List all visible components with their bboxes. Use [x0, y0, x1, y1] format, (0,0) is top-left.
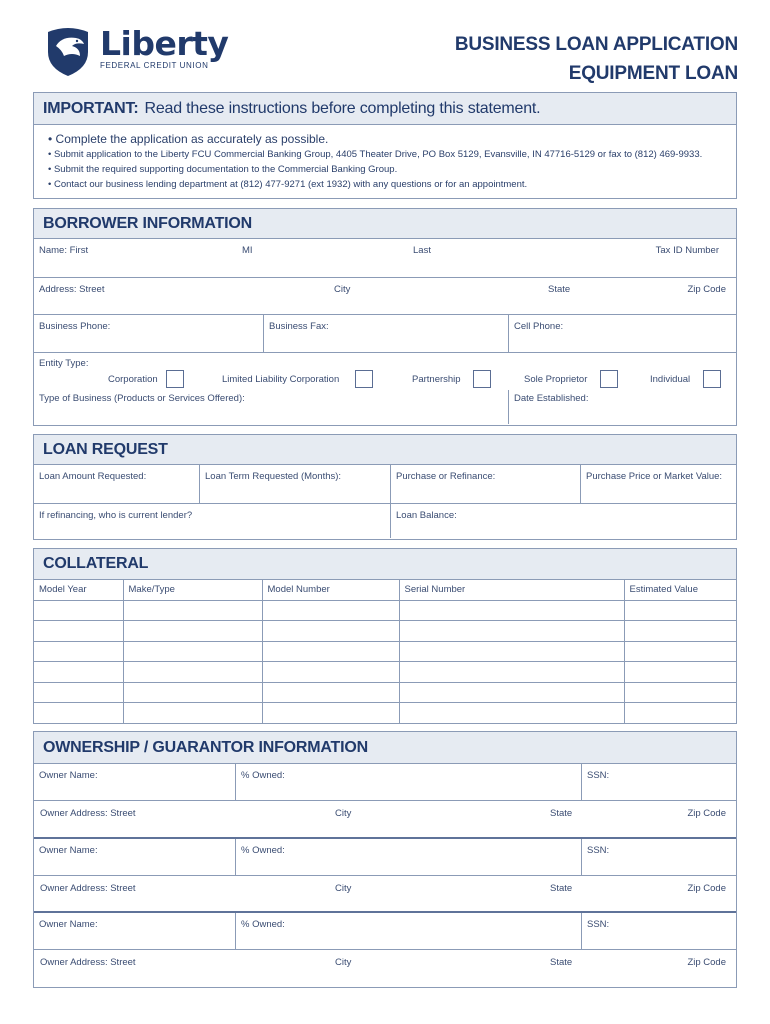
collateral-section: [33, 548, 737, 724]
owner-block-3: [34, 913, 736, 987]
first-name-label: Name: First: [39, 245, 89, 256]
table-cell[interactable]: [399, 621, 624, 642]
corporation-checkbox[interactable]: [166, 370, 184, 388]
table-cell[interactable]: [399, 641, 624, 662]
type-of-business-label: Type of Business (Products or Services Offered):: [39, 393, 245, 404]
table-row: [34, 641, 736, 662]
owner-name-row: [34, 839, 736, 876]
important-label: IMPORTANT:: [43, 99, 139, 117]
business-phone-label: Business Phone:: [39, 321, 111, 332]
table-cell[interactable]: [399, 662, 624, 683]
owner-state-label: State: [550, 957, 573, 968]
table-cell[interactable]: [123, 621, 262, 642]
entity-corporation[interactable]: [108, 370, 184, 388]
owner-zip-label: Zip Code: [687, 957, 726, 968]
owner-zip-label: Zip Code: [687, 883, 726, 894]
important-header: [34, 93, 736, 125]
table-cell[interactable]: [262, 600, 399, 621]
loan-amount-field[interactable]: [34, 465, 200, 503]
ssn-field[interactable]: [582, 764, 736, 800]
table-cell[interactable]: [262, 641, 399, 662]
table-cell[interactable]: [624, 600, 736, 621]
table-cell[interactable]: [624, 621, 736, 642]
column-header: Make/Type: [123, 580, 262, 600]
percent-owned-field[interactable]: [236, 913, 582, 949]
instruction-item: • Submit the required supporting documentation to the Commercial Banking Group.: [48, 164, 398, 175]
table-cell[interactable]: [123, 641, 262, 662]
instruction-item: • Submit application to the Liberty FCU Commercial Banking Group, 4405 Theater Drive, PO Box 5129, Evansville, IN 47716-5129 or fax to (812) 469-9933.: [48, 149, 703, 160]
borrower-header: BORROWER INFORMATION: [34, 209, 736, 239]
entity-label: Partnership: [412, 373, 461, 385]
owner-city-label: City: [335, 883, 352, 894]
cell-phone-label: Cell Phone:: [514, 321, 564, 332]
loan-header: LOAN REQUEST: [34, 435, 736, 465]
entity-label: Individual: [650, 373, 691, 385]
table-row: [34, 682, 736, 703]
table-cell[interactable]: [262, 662, 399, 683]
tax-id-label: Tax ID Number: [655, 245, 719, 256]
table-cell[interactable]: [34, 621, 123, 642]
last-name-label: Last: [413, 245, 431, 256]
table-cell[interactable]: [123, 682, 262, 703]
owner-name-row: [34, 913, 736, 950]
individual-checkbox[interactable]: [703, 370, 721, 388]
table-cell[interactable]: [262, 682, 399, 703]
table-cell[interactable]: [123, 600, 262, 621]
owner-address-row[interactable]: [34, 876, 736, 911]
owner-state-label: State: [550, 883, 573, 894]
owner-name-label: Owner Name:: [39, 770, 98, 781]
table-cell[interactable]: [624, 641, 736, 662]
business-fax-label: Business Fax:: [269, 321, 329, 332]
table-cell[interactable]: [399, 682, 624, 703]
table-cell[interactable]: [399, 600, 624, 621]
borrower-phone-row: [34, 315, 736, 353]
owner-state-label: State: [550, 808, 573, 819]
date-established-label: Date Established:: [514, 393, 589, 404]
owner-zip-label: Zip Code: [687, 808, 726, 819]
owner-name-label: Owner Name:: [39, 919, 98, 930]
percent-owned-label: % Owned:: [241, 919, 285, 930]
table-row: [34, 662, 736, 683]
collateral-header-row: [34, 580, 736, 600]
entity-label: Corporation: [108, 373, 158, 385]
loan-balance-label: Loan Balance:: [396, 510, 457, 521]
owner-name-field[interactable]: [34, 839, 236, 875]
entity-individual[interactable]: [650, 370, 721, 388]
eagle-shield-icon: [48, 28, 88, 76]
owner-address-row[interactable]: [34, 950, 736, 987]
purchase-refinance-field[interactable]: [391, 465, 581, 503]
loan-request-section: [33, 434, 737, 540]
table-cell[interactable]: [399, 703, 624, 724]
percent-owned-label: % Owned:: [241, 770, 285, 781]
column-header: Serial Number: [399, 580, 624, 600]
business-phone-field[interactable]: [34, 315, 264, 352]
date-established-field[interactable]: [509, 390, 736, 424]
percent-owned-label: % Owned:: [241, 845, 285, 856]
ownership-guarantor-section: [33, 731, 737, 988]
table-row: [34, 621, 736, 642]
loan-term-field[interactable]: [200, 465, 391, 503]
title-line-2: EQUIPMENT LOAN: [568, 63, 738, 84]
table-cell[interactable]: [262, 703, 399, 724]
table-cell[interactable]: [34, 703, 123, 724]
purchase-price-label: Purchase Price or Market Value:: [586, 471, 723, 482]
entity-partnership[interactable]: [412, 370, 491, 388]
type-of-business-field[interactable]: [34, 390, 509, 424]
current-lender-field[interactable]: [34, 504, 391, 538]
owner-name-label: Owner Name:: [39, 845, 98, 856]
owner-city-label: City: [335, 808, 352, 819]
ssn-label: SSN:: [587, 770, 610, 781]
table-cell[interactable]: [262, 621, 399, 642]
ssn-label: SSN:: [587, 919, 610, 930]
entity-type-label: Entity Type:: [39, 358, 89, 369]
table-cell[interactable]: [123, 703, 262, 724]
percent-owned-field[interactable]: [236, 839, 582, 875]
sole-proprietor-checkbox[interactable]: [600, 370, 618, 388]
loan-row-1: [34, 465, 736, 504]
loan-amount-label: Loan Amount Requested:: [39, 471, 147, 482]
mi-label: MI: [242, 245, 253, 256]
table-cell[interactable]: [123, 662, 262, 683]
collateral-table: [34, 580, 736, 723]
table-cell[interactable]: [624, 682, 736, 703]
partnership-checkbox[interactable]: [473, 370, 491, 388]
borrower-information-section: [33, 208, 737, 426]
owner-name-field[interactable]: [34, 913, 236, 949]
table-cell[interactable]: [34, 600, 123, 621]
state-label: State: [548, 284, 571, 295]
entity-type-row: [34, 353, 736, 390]
owner-city-label: City: [335, 957, 352, 968]
owner-address-label: Owner Address: Street: [40, 957, 136, 968]
important-heading: Read these instructions before completing this statement.: [144, 99, 541, 117]
zip-label: Zip Code: [687, 284, 726, 295]
llc-checkbox[interactable]: [355, 370, 373, 388]
logo-wordmark: Liberty: [100, 24, 229, 63]
address-street-label: Address: Street: [39, 284, 105, 295]
column-header: Model Number: [262, 580, 399, 600]
entity-sole-proprietor[interactable]: [524, 370, 618, 388]
table-cell[interactable]: [34, 641, 123, 662]
table-cell[interactable]: [34, 662, 123, 683]
borrower-address-row[interactable]: [34, 278, 736, 315]
table-row: [34, 600, 736, 621]
collateral-header: COLLATERAL: [34, 549, 736, 580]
loan-term-label: Loan Term Requested (Months):: [205, 471, 342, 482]
owner-name-row: [34, 764, 736, 801]
owner-name-field[interactable]: [34, 764, 236, 800]
current-lender-label: If refinancing, who is current lender?: [39, 510, 193, 521]
loan-row-2: [34, 504, 736, 538]
table-cell[interactable]: [624, 703, 736, 724]
business-type-row: [34, 390, 736, 424]
owner-address-label: Owner Address: Street: [40, 808, 136, 819]
table-cell[interactable]: [624, 662, 736, 683]
owner-address-label: Owner Address: Street: [40, 883, 136, 894]
important-instructions: [33, 92, 737, 199]
instruction-item: • Complete the application as accurately as possible.: [48, 132, 329, 146]
column-header: Model Year: [34, 580, 123, 600]
table-row: [34, 703, 736, 724]
percent-owned-field[interactable]: [236, 764, 582, 800]
instructions-list: [34, 125, 736, 192]
document-title: [455, 30, 738, 88]
ownership-header: OWNERSHIP / GUARANTOR INFORMATION: [34, 732, 736, 764]
instruction-item: • Contact our business lending department at (812) 477-9271 (ext 1932) with any questions or for an appointment.: [48, 179, 528, 190]
table-cell[interactable]: [34, 682, 123, 703]
business-fax-field[interactable]: [264, 315, 509, 352]
ssn-field[interactable]: [582, 839, 736, 875]
logo-subtitle: FEDERAL CREDIT UNION: [100, 61, 209, 70]
title-line-1: BUSINESS LOAN APPLICATION: [454, 34, 738, 55]
owner-block-2: [34, 839, 736, 913]
borrower-name-row[interactable]: [34, 239, 736, 278]
entity-llc[interactable]: [222, 370, 373, 388]
ssn-field[interactable]: [582, 913, 736, 949]
entity-label: Sole Proprietor: [524, 373, 588, 385]
owner-address-row[interactable]: [34, 801, 736, 837]
loan-balance-field[interactable]: [391, 504, 736, 538]
city-label: City: [334, 284, 351, 295]
entity-label: Limited Liability Corporation: [222, 373, 340, 385]
owner-block-1: [34, 764, 736, 839]
column-header: Estimated Value: [624, 580, 736, 600]
purchase-price-field[interactable]: [581, 465, 736, 503]
ssn-label: SSN:: [587, 845, 610, 856]
purchase-refinance-label: Purchase or Refinance:: [396, 471, 496, 482]
cell-phone-field[interactable]: [509, 315, 736, 352]
